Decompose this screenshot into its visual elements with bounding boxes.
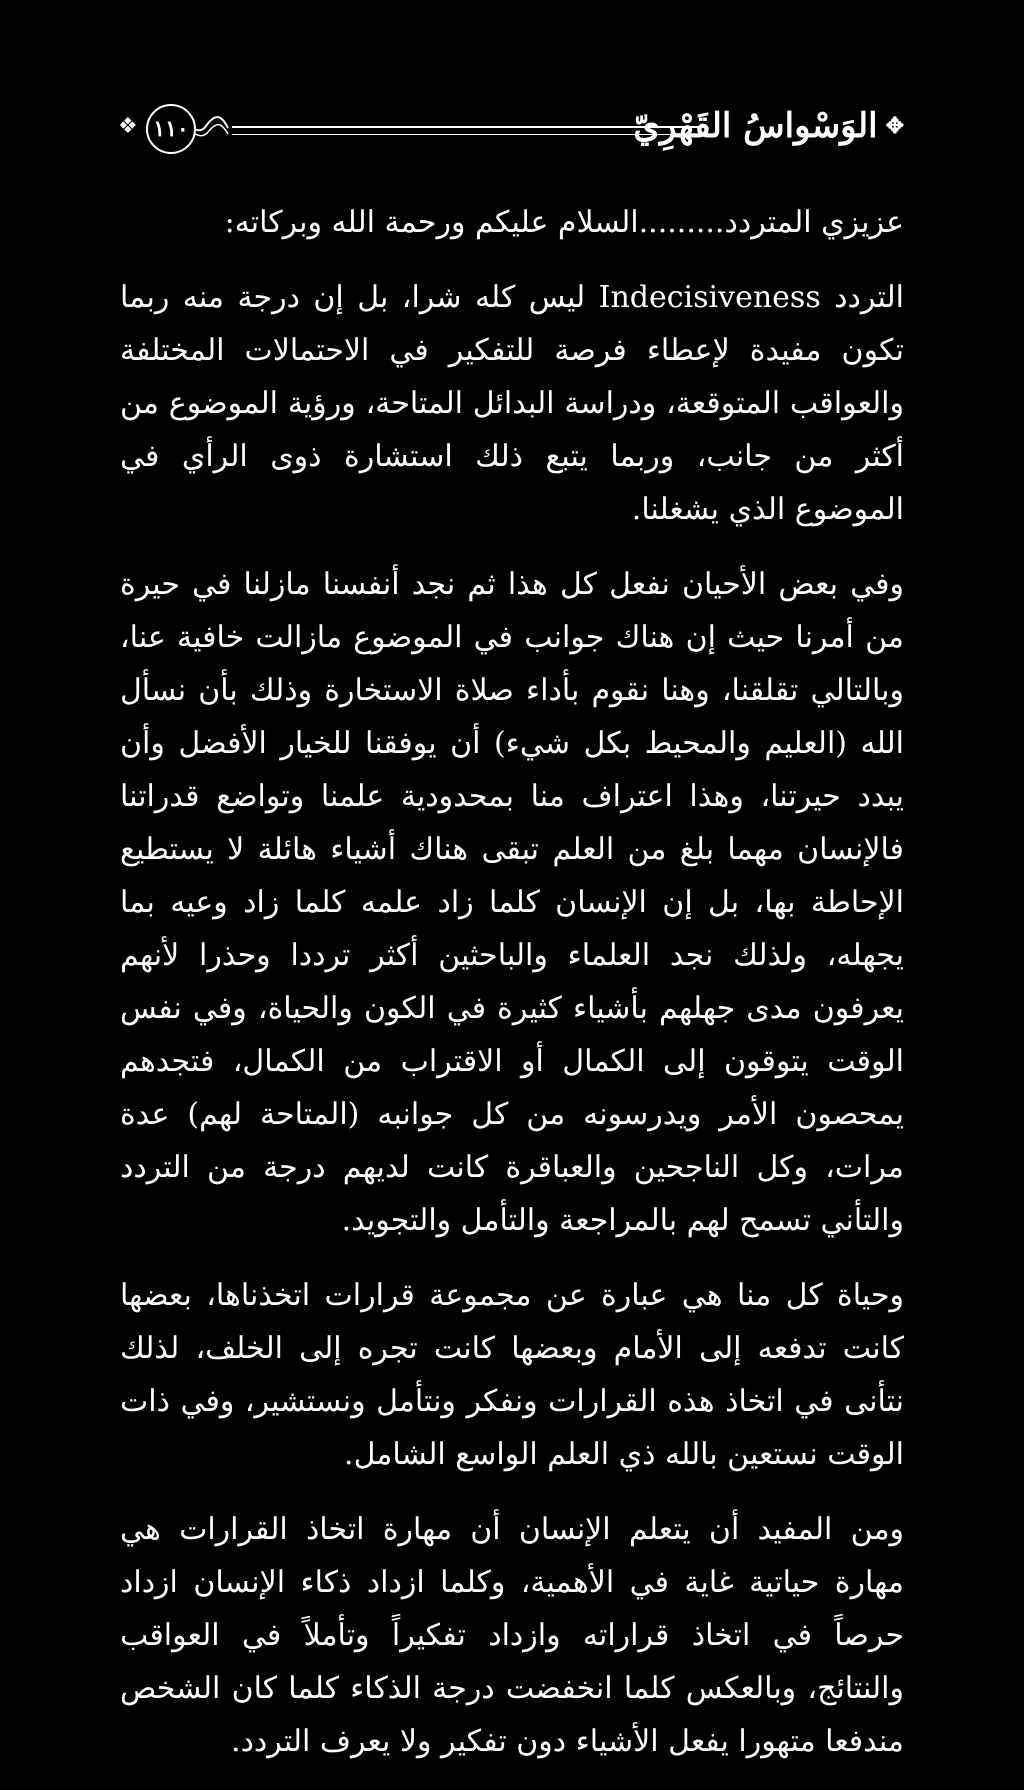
salutation-line: عزيزي المتردد.........السلام عليكم ورحمة الله وبركاته:: [224, 205, 904, 240]
page-header: [120, 100, 904, 156]
corner-ornament-icon: ❖: [118, 114, 138, 139]
header-rule: [232, 126, 704, 135]
page-number-badge: [146, 104, 196, 154]
paragraph-4: ومن المفيد أن يتعلم الإنسان أن مهارة اتخاذ القرارات هي مهارة حياتية غاية في الأهمية، وكلما ازداد ذكاء الإنسان ازداد حرصاً في اتخاذ قراراته وازداد تفكيراً وتأملاً في العواقب والنتائج، وبالعكس كلما انخفضت درجة الذكاء كلما كان الشخص مندفعا متهورا يفعل الأشياء دون تفكير ولا يعرف التردد.: [120, 1512, 905, 1759]
page-body: [120, 196, 904, 1790]
book-title-text: الوَسْواسُ القَهْرِيّ: [633, 106, 878, 146]
floral-ornament-icon: ✥: [885, 113, 904, 139]
paragraph-1: التردد Indecisiveness ليس كله شرا، بل إن درجة منه ربما تكون مفيدة لإعطاء فرصة للتفكير في الاحتمالات المختلفة والعواقب المتوقعة، ودراسة البدائل المتاحة، ورؤية الموضوع من أكثر من جانب، وربما يتبع ذلك استشارة ذوى الرأي في الموضوع الذي يشغلنا.: [120, 280, 904, 527]
paragraph-3: وحياة كل منا هي عبارة عن مجموعة قرارات اتخذناها، بعضها كانت تدفعه إلى الأمام وبعضها كانت تجره إلى الخلف، لذلك نتأنى في اتخاذ هذه القرارات ونفكر ونتأمل ونستشير، وفي ذات الوقت نستعين بالله ذي العلم الواسع الشامل.: [120, 1278, 904, 1472]
paragraph-2: وفي بعض الأحيان نفعل كل هذا ثم نجد أنفسنا مازلنا في حيرة من أمرنا حيث إن هناك جوانب في الموضوع مازالت خافية عنا، وبالتالي تقلقنا، وهنا نقوم بأداء صلاة الاستخارة وذلك بأن نسأل الله (العليم والمحيط بكل شيء) أن يوفقنا للخيار الأفضل وأن يبدد حيرتنا، وهذا اعتراف منا بمحدودية علمنا وتواضع قدراتنا فالإنسان مهما بلغ من العلم تبقى هناك أشياء هائلة لا يستطيع الإحاطة بها، بل إن الإنسان كلما زاد علمه كلما زاد وعيه بما يجهله، ولذلك نجد العلماء والباحثين أكثر ترددا وحذرا لأنهم يعرفون مدى جهلهم بأشياء كثيرة في الكون والحياة، وفي نفس الوقت يتوقون إلى الكمال أو الاقتراب من الكمال، فتجدهم يمحصون الأمر ويدرسونه من كل جوانبه (المتاحة لهم) عدة مرات، وكل الناجحين والعباقرة كانت لديهم درجة من التردد والتأني تسمح لهم بالمراجعة والتأمل والتجويد.: [120, 567, 904, 1238]
page-number: ١١٠: [153, 116, 189, 142]
